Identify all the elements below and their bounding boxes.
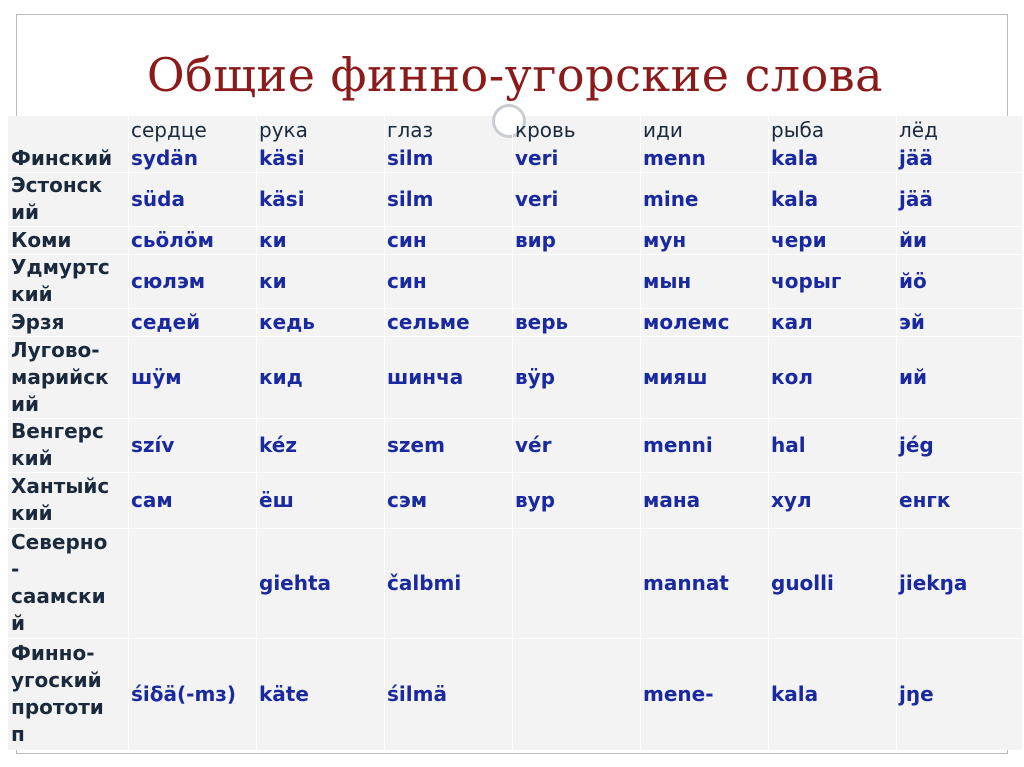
word-cell: menni bbox=[643, 432, 713, 457]
word-cell: син bbox=[387, 268, 427, 293]
word-cell: йи bbox=[899, 227, 928, 252]
language-label bbox=[8, 336, 128, 418]
word-cell: sydän bbox=[131, 145, 198, 170]
language-label bbox=[8, 528, 128, 638]
column-header: кровь bbox=[515, 118, 576, 142]
language-label-line: п bbox=[11, 722, 25, 746]
language-label-line: Хантыйс bbox=[11, 474, 110, 498]
language-label-line: марийск bbox=[11, 364, 109, 389]
column-header: рука bbox=[259, 118, 308, 142]
word-cell: kala bbox=[771, 681, 819, 706]
column-header: глаз bbox=[387, 118, 434, 142]
word-cell: сэм bbox=[387, 487, 428, 512]
word-cell: кид bbox=[259, 364, 303, 389]
language-label bbox=[8, 638, 128, 750]
word-cell: мана bbox=[643, 487, 701, 512]
column-header: сердце bbox=[131, 118, 207, 142]
word-cell: сюлэм bbox=[131, 268, 206, 293]
language-label-line: Финно- bbox=[11, 641, 95, 665]
word-cell bbox=[128, 528, 256, 638]
word-cell: śilmä bbox=[387, 681, 447, 706]
word-cell: menn bbox=[643, 145, 706, 170]
word-cell: śiδä(-mз) bbox=[131, 681, 237, 706]
language-label-line: Лугово- bbox=[11, 337, 100, 362]
language-label bbox=[8, 308, 128, 336]
word-cell: veri bbox=[515, 145, 559, 170]
column-header: лёд bbox=[899, 118, 938, 142]
word-cell: szív bbox=[131, 432, 175, 457]
word-cell: vér bbox=[515, 432, 552, 457]
word-cell: йӧ bbox=[899, 268, 927, 293]
language-label-line: Эрзя bbox=[11, 309, 65, 334]
language-label-line: Удмуртс bbox=[11, 255, 110, 279]
language-label-line: кий bbox=[11, 282, 53, 306]
language-label bbox=[8, 254, 128, 308]
word-cell: хул bbox=[771, 487, 812, 512]
language-label bbox=[8, 472, 128, 528]
word-cell: вур bbox=[515, 487, 556, 512]
word-cell: szem bbox=[387, 432, 445, 457]
word-cell: mannat bbox=[643, 570, 729, 595]
language-label-line: прототи bbox=[11, 695, 104, 719]
word-cell: mene- bbox=[643, 681, 714, 706]
word-cell: mine bbox=[643, 186, 699, 211]
word-cell: ий bbox=[899, 364, 928, 389]
language-label bbox=[8, 226, 128, 254]
language-label-line: ий bbox=[11, 200, 40, 224]
language-label-line: Эстонск bbox=[11, 173, 103, 197]
word-cell: käsi bbox=[259, 145, 305, 170]
language-label-line: - bbox=[11, 557, 20, 581]
language-label-line: кий bbox=[11, 446, 53, 470]
word-cell: silm bbox=[387, 145, 434, 170]
word-cell: чорыг bbox=[771, 268, 842, 293]
word-cell: jég bbox=[899, 432, 934, 457]
word-cell: jää bbox=[899, 186, 933, 211]
language-label bbox=[8, 144, 128, 172]
word-cell: чери bbox=[771, 227, 827, 252]
language-label-line: Венгерс bbox=[11, 419, 104, 443]
language-label-line: ий bbox=[11, 391, 40, 416]
language-label bbox=[8, 172, 128, 226]
word-cell: jää bbox=[899, 145, 933, 170]
word-cell: мун bbox=[643, 227, 687, 252]
word-cell: kéz bbox=[259, 432, 297, 457]
word-cell: guolli bbox=[771, 570, 834, 595]
word-cell: енгк bbox=[899, 487, 951, 512]
word-cell: кол bbox=[771, 364, 813, 389]
language-label-line: Северно bbox=[11, 530, 108, 554]
language-label-line: кий bbox=[11, 501, 53, 525]
word-cell: jŋe bbox=[899, 681, 934, 706]
word-cell: hal bbox=[771, 432, 806, 457]
word-cell: седей bbox=[131, 309, 201, 334]
word-cell bbox=[512, 638, 640, 750]
word-cell: ки bbox=[259, 227, 287, 252]
word-cell: silm bbox=[387, 186, 434, 211]
word-cell: käsi bbox=[259, 186, 305, 211]
slide-title: Общие финно-угорские слова bbox=[146, 48, 884, 102]
word-cell: шинча bbox=[387, 364, 464, 389]
word-cell: син bbox=[387, 227, 427, 252]
word-cell: giehta bbox=[259, 570, 332, 595]
word-cell: мын bbox=[643, 268, 692, 293]
word-cell: мияш bbox=[643, 364, 708, 389]
word-cell: сьöлöм bbox=[131, 227, 214, 252]
word-cell: süda bbox=[131, 186, 185, 211]
word-cell: сам bbox=[131, 487, 173, 512]
word-cell: молемс bbox=[643, 309, 730, 334]
word-cell: кал bbox=[771, 309, 813, 334]
word-cell bbox=[512, 254, 640, 308]
column-header: иди bbox=[643, 118, 683, 142]
word-cell: kala bbox=[771, 186, 819, 211]
word-cell: вир bbox=[515, 227, 556, 252]
word-cell: верь bbox=[515, 309, 569, 334]
word-cell: сельме bbox=[387, 309, 470, 334]
word-cell: kala bbox=[771, 145, 819, 170]
word-cell: jiekŋa bbox=[899, 570, 968, 595]
language-label-line: угоский bbox=[11, 668, 102, 692]
word-cell: käte bbox=[259, 681, 309, 706]
word-cell: эй bbox=[899, 309, 925, 334]
word-cell: ёш bbox=[259, 487, 294, 512]
language-label-line: саамски bbox=[11, 584, 106, 608]
column-header: рыба bbox=[771, 118, 825, 142]
word-cell: čalbmi bbox=[387, 570, 462, 595]
language-label-line: Финский bbox=[11, 145, 113, 170]
word-cell: шӱм bbox=[131, 364, 182, 389]
word-cell: вӱр bbox=[515, 364, 556, 389]
language-label-line: Коми bbox=[11, 227, 72, 252]
language-label-line: й bbox=[11, 611, 26, 635]
language-label bbox=[8, 418, 128, 472]
word-cell bbox=[512, 528, 640, 638]
word-cell: veri bbox=[515, 186, 559, 211]
word-cell: кедь bbox=[259, 309, 315, 334]
word-cell: ки bbox=[259, 268, 287, 293]
